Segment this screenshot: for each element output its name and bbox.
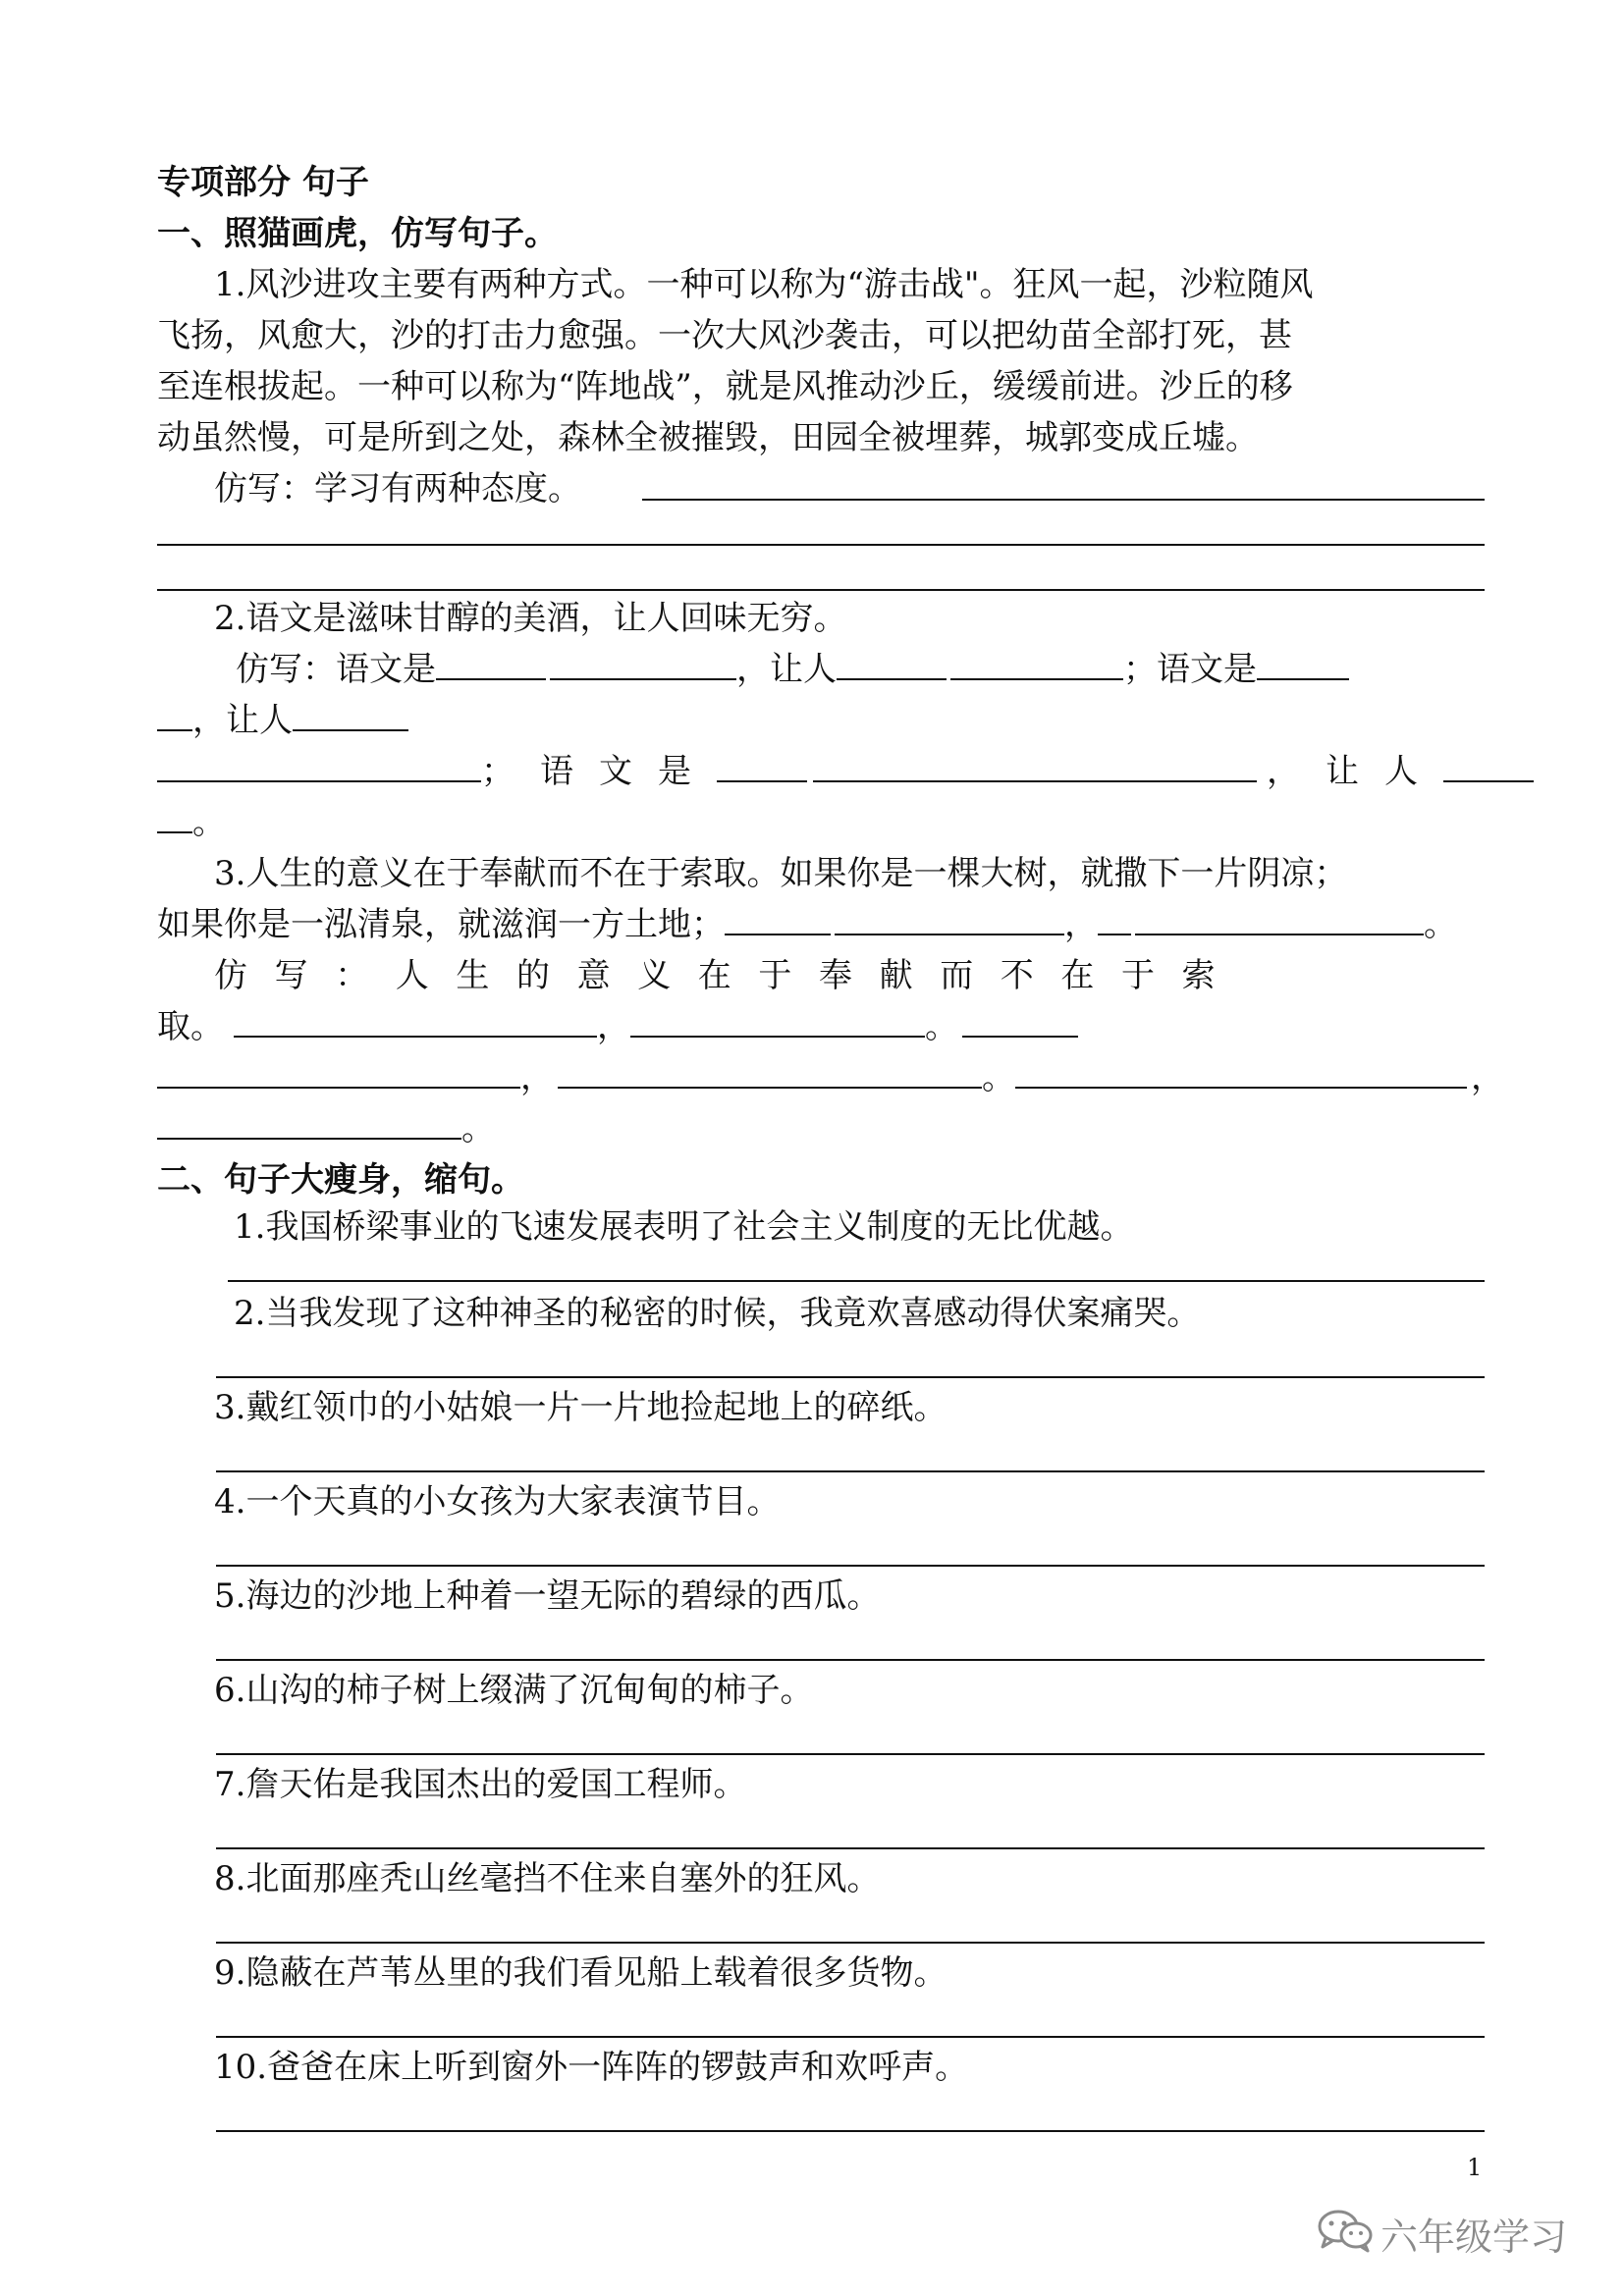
q2-imitate-line [236, 648, 1349, 691]
page-title: 专项部分 句子 [157, 163, 369, 202]
shrink-item: 8.北面那座秃山丝毫挡不住来自塞外的狂风。 [214, 1859, 881, 1898]
q2-imitate-line [157, 801, 226, 844]
q3-line [157, 1005, 1078, 1048]
blank[interactable] [157, 1108, 461, 1140]
q2-imitate-line [157, 699, 408, 742]
q1-imitate-prompt: 仿写：学习有两种态度。 [214, 469, 581, 508]
answer-line[interactable] [216, 2036, 1485, 2038]
watermark-text: 六年级学习 [1380, 2216, 1568, 2259]
blank[interactable] [1331, 904, 1424, 935]
blank[interactable] [157, 1057, 520, 1089]
section1-heading: 一、照猫画虎，仿写句子。 [157, 214, 558, 253]
q3-text: 如果你是一泓清泉，就滋润一方土地； [157, 905, 725, 944]
q2-connector: ；语文是 [1123, 650, 1257, 689]
q1-line: 1.风沙进攻主要有两种方式。一种可以称为“游击战"。狂风一起，沙粒随风 [214, 265, 1314, 304]
blank[interactable] [436, 649, 546, 680]
blank[interactable] [234, 1006, 597, 1038]
q3-comma: ， [1064, 905, 1098, 944]
answer-line[interactable] [216, 1565, 1485, 1567]
blank[interactable] [950, 649, 1123, 680]
q3-comma: ， [1471, 1058, 1504, 1097]
shrink-item: 9.隐蔽在芦苇丛里的我们看见船上载着很多货物。 [214, 1953, 947, 1993]
answer-line[interactable] [157, 544, 1485, 546]
blank[interactable] [962, 1006, 1078, 1038]
blank[interactable] [1015, 1057, 1467, 1089]
q2-connector: ，让人 [736, 650, 837, 689]
q3-line: 3.人生的意义在于奉献而不在于索取。如果你是一棵大树，就撒下一片阴凉； [214, 854, 1348, 893]
blank[interactable] [157, 700, 192, 731]
answer-line[interactable] [228, 1280, 1485, 1282]
blank[interactable] [1031, 904, 1064, 935]
q3-period: 。 [1424, 905, 1457, 944]
shrink-item: 2.当我发现了这种神圣的秘密的时候，我竟欢喜感动得伏案痛哭。 [234, 1294, 1201, 1333]
wechat-icon [1316, 2207, 1375, 2254]
shrink-item: 4.一个天真的小女孩为大家表演节目。 [214, 1482, 781, 1522]
blank[interactable] [837, 649, 947, 680]
blank[interactable] [813, 751, 1257, 782]
q2-prompt: 仿写：语文是 [236, 650, 436, 689]
shrink-item: 7.詹天佑是我国杰出的爱国工程师。 [214, 1765, 747, 1804]
q2-connector: ，让人 [192, 701, 293, 740]
q3-line [157, 1056, 1504, 1099]
q1-line: 动虽然慢，可是所到之处，森林全被摧毁，田园全被埋葬，城郭变成丘墟。 [157, 418, 1259, 457]
q3-line [157, 1107, 495, 1150]
blank[interactable] [157, 751, 481, 782]
q2-end: 。 [192, 803, 226, 842]
q3-imitate-prompt: 仿写：人生的意义在于奉献而不在于索 [214, 956, 1243, 995]
section2-heading: 二、句子大瘦身，缩句。 [157, 1160, 524, 1200]
blank[interactable] [1135, 904, 1331, 935]
page-number: 1 [1467, 2154, 1483, 2181]
q3-period: 。 [461, 1109, 495, 1148]
shrink-item: 5.海边的沙地上种着一望无际的碧绿的西瓜。 [214, 1576, 881, 1616]
blank[interactable] [157, 802, 192, 833]
q3-comma: ， [597, 1007, 630, 1046]
q2-text: 2.语文是滋味甘醇的美酒，让人回味无穷。 [214, 599, 847, 638]
q3-text: 取。 [157, 1007, 224, 1046]
blank[interactable] [558, 1057, 982, 1089]
q3-comma: ， [520, 1058, 554, 1097]
q3-line [157, 903, 1457, 946]
answer-line[interactable] [216, 1659, 1485, 1661]
answer-line[interactable] [216, 1847, 1485, 1849]
blank[interactable] [1098, 904, 1131, 935]
blank[interactable] [717, 751, 807, 782]
q3-period: 。 [925, 1007, 958, 1046]
answer-line[interactable] [216, 1470, 1485, 1472]
answer-line[interactable] [216, 1942, 1485, 1944]
blank[interactable] [725, 904, 831, 935]
shrink-item: 6.山沟的柿子树上缀满了沉甸甸的柿子。 [214, 1671, 814, 1710]
blank[interactable] [293, 700, 408, 731]
q1-line: 至连根拔起。一种可以称为“阵地战”，就是风推动沙丘，缓缓前进。沙丘的移 [157, 367, 1293, 406]
q2-connector: ；语文是 [481, 752, 717, 791]
q1-line: 飞扬，风愈大，沙的打击力愈强。一次大风沙袭击，可以把幼苗全部打死，甚 [157, 316, 1292, 355]
q2-connector: ，让人 [1267, 752, 1443, 791]
blank[interactable] [1443, 751, 1534, 782]
shrink-item: 3.戴红领巾的小姑娘一片一片地捡起地上的碎纸。 [214, 1388, 947, 1427]
answer-line[interactable] [216, 1753, 1485, 1755]
answer-line[interactable] [157, 589, 1485, 591]
shrink-item: 1.我国桥梁事业的飞速发展表明了社会主义制度的无比优越。 [234, 1207, 1134, 1247]
blank[interactable] [550, 649, 736, 680]
answer-line[interactable] [216, 1376, 1485, 1378]
shrink-item: 10.爸爸在床上听到窗外一阵阵的锣鼓声和欢呼声。 [214, 2048, 969, 2087]
answer-line[interactable] [642, 499, 1485, 501]
blank[interactable] [835, 904, 1031, 935]
blank[interactable] [630, 1006, 925, 1038]
blank[interactable] [1257, 649, 1349, 680]
answer-line[interactable] [216, 2130, 1485, 2132]
q3-period: 。 [982, 1058, 1015, 1097]
q2-imitate-line [157, 750, 1534, 793]
